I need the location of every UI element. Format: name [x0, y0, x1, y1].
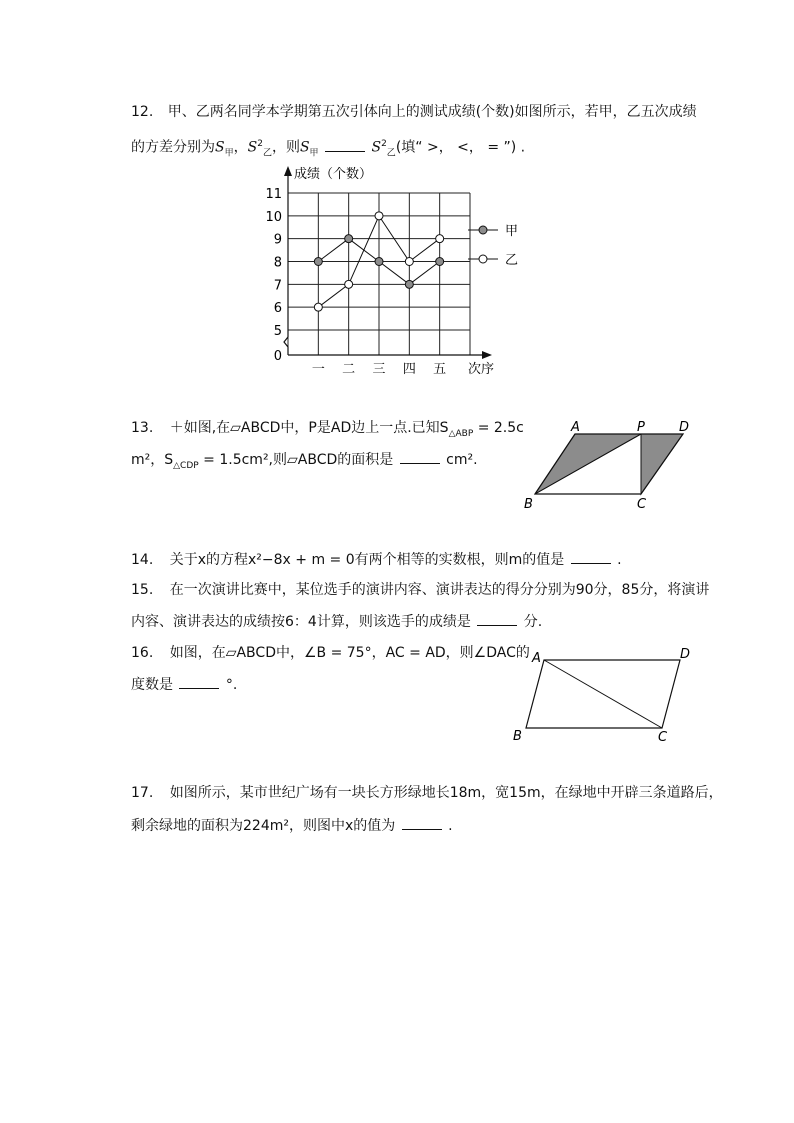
y-tick-label: 5 — [273, 324, 282, 339]
y-axis-arrow — [284, 166, 292, 176]
x-axis-title: 次序 — [467, 362, 495, 377]
q12-then: ，则 — [271, 139, 300, 156]
q12-sup: 2 — [257, 139, 263, 149]
chart-legend — [468, 224, 518, 268]
q14-answer-blank[interactable] — [571, 549, 611, 564]
q16-label-d: D — [680, 647, 691, 662]
q16-tail: °. — [221, 677, 238, 693]
q13-number: 13. — [131, 420, 154, 436]
q14-line — [131, 549, 622, 570]
q12-comma: ， — [233, 139, 248, 156]
data-point — [405, 258, 413, 266]
q14-text: 关于x的方程x²−8x + m = 0有两个相等的实数根，则m的值是 — [169, 552, 565, 568]
q17-text2: 剩余绿地的面积为224m²，则图中x的值为 — [131, 818, 396, 834]
q16-text2: 度数是 — [131, 677, 173, 693]
q13-text1: ＋如图,在▱ABCD中，P是AD边上一点.已知S — [169, 420, 449, 436]
q16-label-c: C — [658, 730, 668, 744]
q16-line1 — [131, 643, 530, 663]
q16-parallelogram-figure — [508, 644, 698, 744]
chart-labels — [265, 166, 494, 377]
q13-eq1: = 2.5c — [473, 420, 524, 436]
q13-text2a: m²，S — [131, 452, 174, 468]
y-tick-label: 6 — [273, 301, 282, 317]
q13-line2 — [131, 449, 478, 476]
q15-answer-blank[interactable] — [477, 611, 517, 626]
score-line-chart — [260, 160, 540, 380]
q12-text2a: 的方差分别为 — [131, 139, 215, 156]
y-tick-label: 11 — [265, 187, 282, 202]
data-point — [345, 235, 353, 243]
q13-sub2: △CDP — [173, 460, 199, 471]
q14-number: 14. — [131, 552, 154, 568]
y-axis-break — [284, 337, 288, 355]
legend-label-0: 甲 — [505, 224, 519, 239]
q15-line1 — [131, 580, 709, 600]
data-point — [405, 280, 413, 288]
data-point — [375, 212, 383, 220]
q17-tail: . — [443, 818, 453, 834]
q12-tail: (填“ >， <， = ”) . — [395, 139, 526, 156]
q12-text1: 甲、乙两名同学本学期第五次引体向上的测试成绩(个数)如图所示，若甲，乙五次成绩 — [167, 104, 697, 120]
q13-label-a: A — [571, 420, 580, 435]
q13-line1 — [131, 418, 524, 444]
q12-s-jia: S — [215, 139, 225, 156]
x-axis-arrow — [482, 351, 492, 359]
q13-sub1: △ABP — [448, 428, 474, 439]
q16-text1: 如图，在▱ABCD中，∠B = 75°，AC = AD，则∠DAC的 — [169, 645, 530, 661]
q13-text2b: = 1.5cm²,则▱ABCD的面积是 — [198, 452, 394, 468]
q12-s-jia-2: S — [299, 139, 310, 156]
q17-line2 — [131, 815, 453, 836]
q17-text1: 如图所示，某市世纪广场有一块长方形绿地长18m，宽15m，在绿地中开辟三条道路后， — [169, 785, 723, 801]
q12-number: 12. — [131, 104, 154, 120]
q13-label-b: B — [524, 497, 533, 512]
q15-text1: 在一次演讲比赛中，某位选手的演讲内容、演讲表达的得分分别为90分，85分，将演讲 — [169, 582, 710, 598]
data-point — [436, 258, 444, 266]
q13-label-p: P — [637, 420, 645, 435]
x-tick-label: 四 — [402, 362, 416, 377]
q16-answer-blank[interactable] — [179, 674, 219, 689]
x-tick-label: 一 — [311, 362, 325, 377]
y-tick-label: 7 — [273, 278, 282, 294]
q17-line1 — [131, 783, 723, 803]
data-point — [345, 280, 353, 288]
y-tick-label: 0 — [273, 349, 282, 364]
q16-number: 16. — [131, 645, 154, 661]
y-axis-title: 成绩（个数） — [294, 167, 373, 182]
q16-line2 — [131, 674, 237, 695]
q12-s-yi-2: S — [371, 139, 382, 156]
y-tick-label: 10 — [265, 209, 282, 225]
q13-answer-blank[interactable] — [400, 449, 440, 464]
legend-label-1: 乙 — [505, 253, 519, 268]
q12-sub-jia: 甲 — [224, 148, 234, 159]
x-tick-label: 五 — [433, 362, 447, 377]
q16-label-a: A — [532, 651, 541, 666]
q12-s-yi: S — [247, 139, 258, 156]
q15-line2 — [131, 611, 542, 632]
q12-sup-2: 2 — [381, 139, 387, 149]
q13-label-c: C — [637, 497, 647, 512]
q12-line1 — [131, 102, 697, 122]
legend-marker-0 — [479, 226, 487, 234]
q12-sub-yi: 乙 — [262, 148, 272, 159]
data-point — [436, 235, 444, 243]
q13-parallelogram-figure — [515, 418, 705, 513]
q16-diagonal-ac — [544, 660, 662, 728]
q12-answer-blank[interactable] — [325, 137, 365, 152]
q15-tail: 分. — [519, 614, 543, 630]
data-point — [314, 258, 322, 266]
q13-unit: cm². — [441, 452, 478, 468]
y-tick-label: 8 — [273, 255, 282, 271]
y-tick-label: 9 — [273, 232, 282, 248]
q17-number: 17. — [131, 785, 154, 801]
q17-answer-blank[interactable] — [402, 815, 442, 830]
q15-number: 15. — [131, 582, 154, 598]
legend-marker-1 — [479, 255, 487, 263]
q14-tail: . — [612, 552, 622, 568]
data-point — [314, 303, 322, 311]
x-tick-label: 二 — [342, 362, 356, 377]
x-tick-label: 三 — [372, 362, 386, 377]
q12-sub-jia-2: 甲 — [309, 148, 319, 159]
q15-text2: 内容、演讲表达的成绩按6：4计算，则该选手的成绩是 — [131, 614, 471, 630]
q13-label-d: D — [679, 420, 690, 435]
q12-sub-yi-2: 乙 — [386, 148, 396, 159]
q16-label-b: B — [513, 729, 522, 744]
data-point — [375, 258, 383, 266]
